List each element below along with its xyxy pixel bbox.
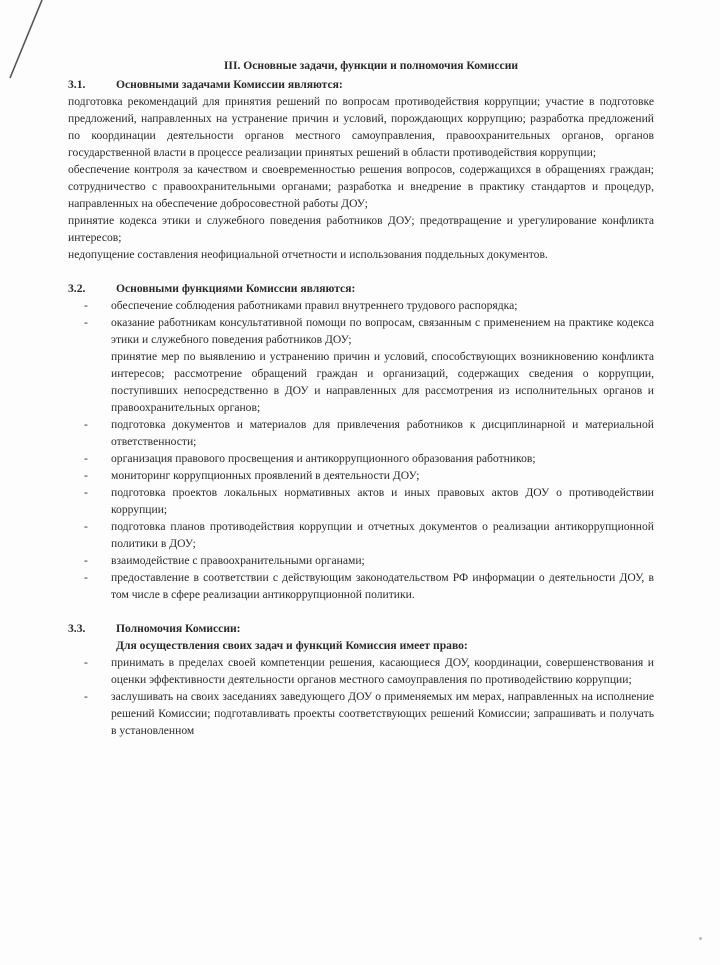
section-3-2-heading xyxy=(68,280,654,297)
section-number: 3.2. xyxy=(68,282,86,295)
paragraph: принятие кодекса этики и служебного поведения работников ДОУ; предотвращение и урегулирование конфликта интересов; xyxy=(68,214,654,244)
list-continuation: принятие мер по выявлению и устранению причин и условий, способствующих возникновению конфликта интересов; рассмотрение обращений граждан и организаций, содержащих сведения о коррупции, поступивших непосредственно в ДОУ и направленных для рассмотрения из исполнительных органов и правоохранительных органов; xyxy=(111,350,654,414)
list-item xyxy=(68,654,654,688)
functions-list xyxy=(68,297,654,603)
list-item-text: подготовка документов и материалов для привлечения работников к дисциплинарной и материальной ответственности; xyxy=(111,418,654,448)
list-dash: - xyxy=(84,656,88,669)
list-item xyxy=(68,688,654,739)
scan-edge-mark xyxy=(0,0,60,80)
list-dash: - xyxy=(84,452,88,465)
list-dash: - xyxy=(84,469,88,482)
section-3-1-heading xyxy=(68,76,654,93)
list-item xyxy=(68,552,654,569)
list-item-text: подготовка планов противодействия коррупции и отчетных документов о реализации антикоррупционной политики в ДОУ; xyxy=(111,520,654,550)
document-body xyxy=(68,57,654,739)
section-3-3-heading xyxy=(68,620,654,637)
paragraph: подготовка рекомендаций для принятия решений по вопросам противодействия коррупции; участие в подготовке предложений, направленных на устранение причин и условий, порождающих коррупцию; разработка предложений по координации деятельности органов местного самоуправления, правоохранительных органов, органов государственной власти в процессе реализации принятых решений в области противодействия коррупции; xyxy=(68,95,654,159)
list-item xyxy=(68,518,654,552)
powers-list xyxy=(68,654,654,739)
list-item-text: мониторинг коррупционных проявлений в деятельности ДОУ; xyxy=(111,469,420,482)
list-item-text: принимать в пределах своей компетенции решения, касающиеся ДОУ, координации, совершенствования и оценки эффективности деятельности органов местного самоуправления по противодействию коррупции; xyxy=(111,656,654,686)
section-heading: Полномочия Комиссии: xyxy=(116,622,241,635)
list-item-text: обеспечение соблюдения работниками правил внутреннего трудового распорядка; xyxy=(111,299,518,312)
section-number: 3.1. xyxy=(68,78,86,91)
section-heading: Основными задачами Комиссии являются: xyxy=(116,78,343,91)
list-item-text: оказание работникам консультативной помощи по вопросам, связанным с применением на практике кодекса этики и служебного поведения работников ДОУ; xyxy=(111,316,654,346)
list-item-text: подготовка проектов локальных нормативных актов и иных правовых актов ДОУ о противодействии коррупции; xyxy=(111,486,654,516)
paragraph: обеспечение контроля за качеством и своевременностью решения вопросов, содержащихся в обращениях граждан; сотрудничество с правоохранительными органами; разработка и внедрение в практику стандартов и процедур, направленных на обеспечение добросовестной работы ДОУ; xyxy=(68,163,654,210)
list-item xyxy=(68,314,654,348)
list-item xyxy=(68,297,654,314)
list-item xyxy=(68,416,654,450)
scan-speck xyxy=(699,937,702,940)
list-item-text: организация правового просвещения и антикоррупционного образования работников; xyxy=(111,452,536,465)
paragraph: недопущение составления неофициальной отчетности и использования поддельных документов. xyxy=(68,248,548,261)
list-item-text: заслушивать на своих заседаниях заведующего ДОУ о применяемых им мерах, направленных на исполнение решений Комиссии; подготавливать проекты соответствующих решений Комиссии; запрашивать и получать в установленном xyxy=(111,690,654,737)
list-dash: - xyxy=(84,554,88,567)
list-dash: - xyxy=(84,571,88,584)
list-item-text: предоставление в соответствии с действующим законодательством РФ информации о деятельности ДОУ, в том числе в сфере реализации антикоррупционной политики. xyxy=(111,571,654,601)
section-heading: Основными функциями Комиссии являются: xyxy=(116,282,356,295)
list-dash: - xyxy=(84,486,88,499)
list-dash: - xyxy=(84,316,88,329)
section-number: 3.3. xyxy=(68,622,86,635)
list-item xyxy=(68,569,654,603)
list-item xyxy=(68,450,654,467)
list-item-text: взаимодействие с правоохранительными органами; xyxy=(111,554,365,567)
list-dash: - xyxy=(84,690,88,703)
list-dash: - xyxy=(84,299,88,312)
list-dash: - xyxy=(84,520,88,533)
list-item xyxy=(68,467,654,484)
section-title: III. Основные задачи, функции и полномочия Комиссии xyxy=(223,59,519,72)
section-subheading: Для осуществления своих задач и функций Комиссия имеет право: xyxy=(116,639,468,652)
list-dash: - xyxy=(84,418,88,431)
list-item xyxy=(68,484,654,518)
